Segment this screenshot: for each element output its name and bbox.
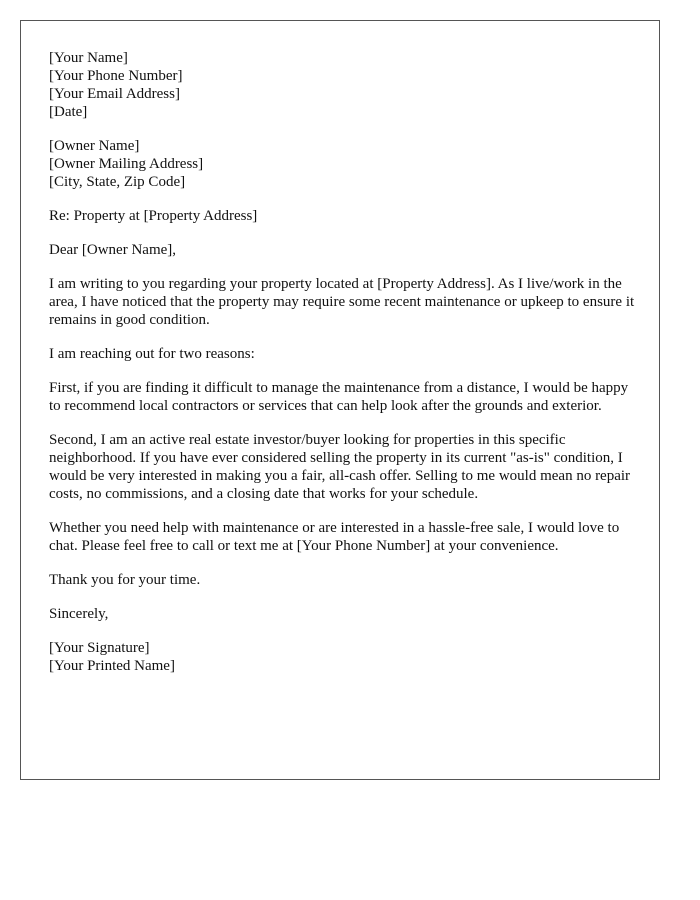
- subject-line: Re: Property at [Property Address]: [49, 208, 258, 224]
- letter-frame: [20, 20, 660, 780]
- paragraph-contact: Whether you need help with maintenance or are interested in a hassle-free sale, I would love to chat. Please feel free to call or text me at [Your Phone Number] at your convenience.: [49, 520, 620, 554]
- paragraph-thanks: Thank you for your time.: [49, 572, 201, 588]
- recipient-block: [49, 137, 639, 191]
- letter-date: [Date]: [49, 104, 88, 120]
- sender-name: [Your Name]: [49, 50, 128, 66]
- printed-name: [Your Printed Name]: [49, 658, 175, 674]
- sender-block: [49, 49, 639, 121]
- recipient-city-state-zip: [City, State, Zip Code]: [49, 174, 186, 190]
- closing: Sincerely,: [49, 606, 109, 622]
- paragraph-intro: I am writing to you regarding your property located at [Property Address]. As I live/work in the area, I have noticed that the property may require some recent maintenance or upkeep to ensure it remains in good condition.: [49, 276, 635, 328]
- paragraph-second-reason: Second, I am an active real estate investor/buyer looking for properties in this specific neighborhood. If you have ever considered selling the property in its current "as-is" condition, I would be very interested in making you a fair, all-cash offer. Selling to me would mean no repair costs, no commissions, and a closing date that works for your schedule.: [49, 432, 631, 502]
- signature-block: [49, 639, 639, 675]
- sender-email: [Your Email Address]: [49, 86, 180, 102]
- recipient-mailing-address: [Owner Mailing Address]: [49, 156, 204, 172]
- paragraph-first-reason: First, if you are finding it difficult to manage the maintenance from a distance, I would be happy to recommend local contractors or services that can help look after the grounds and exterior.: [49, 380, 629, 414]
- letter-body: [49, 49, 639, 691]
- paragraph-reasons: I am reaching out for two reasons:: [49, 346, 255, 362]
- sender-phone: [Your Phone Number]: [49, 68, 183, 84]
- recipient-name: [Owner Name]: [49, 138, 140, 154]
- salutation: Dear [Owner Name],: [49, 242, 177, 258]
- signature-line: [Your Signature]: [49, 640, 150, 656]
